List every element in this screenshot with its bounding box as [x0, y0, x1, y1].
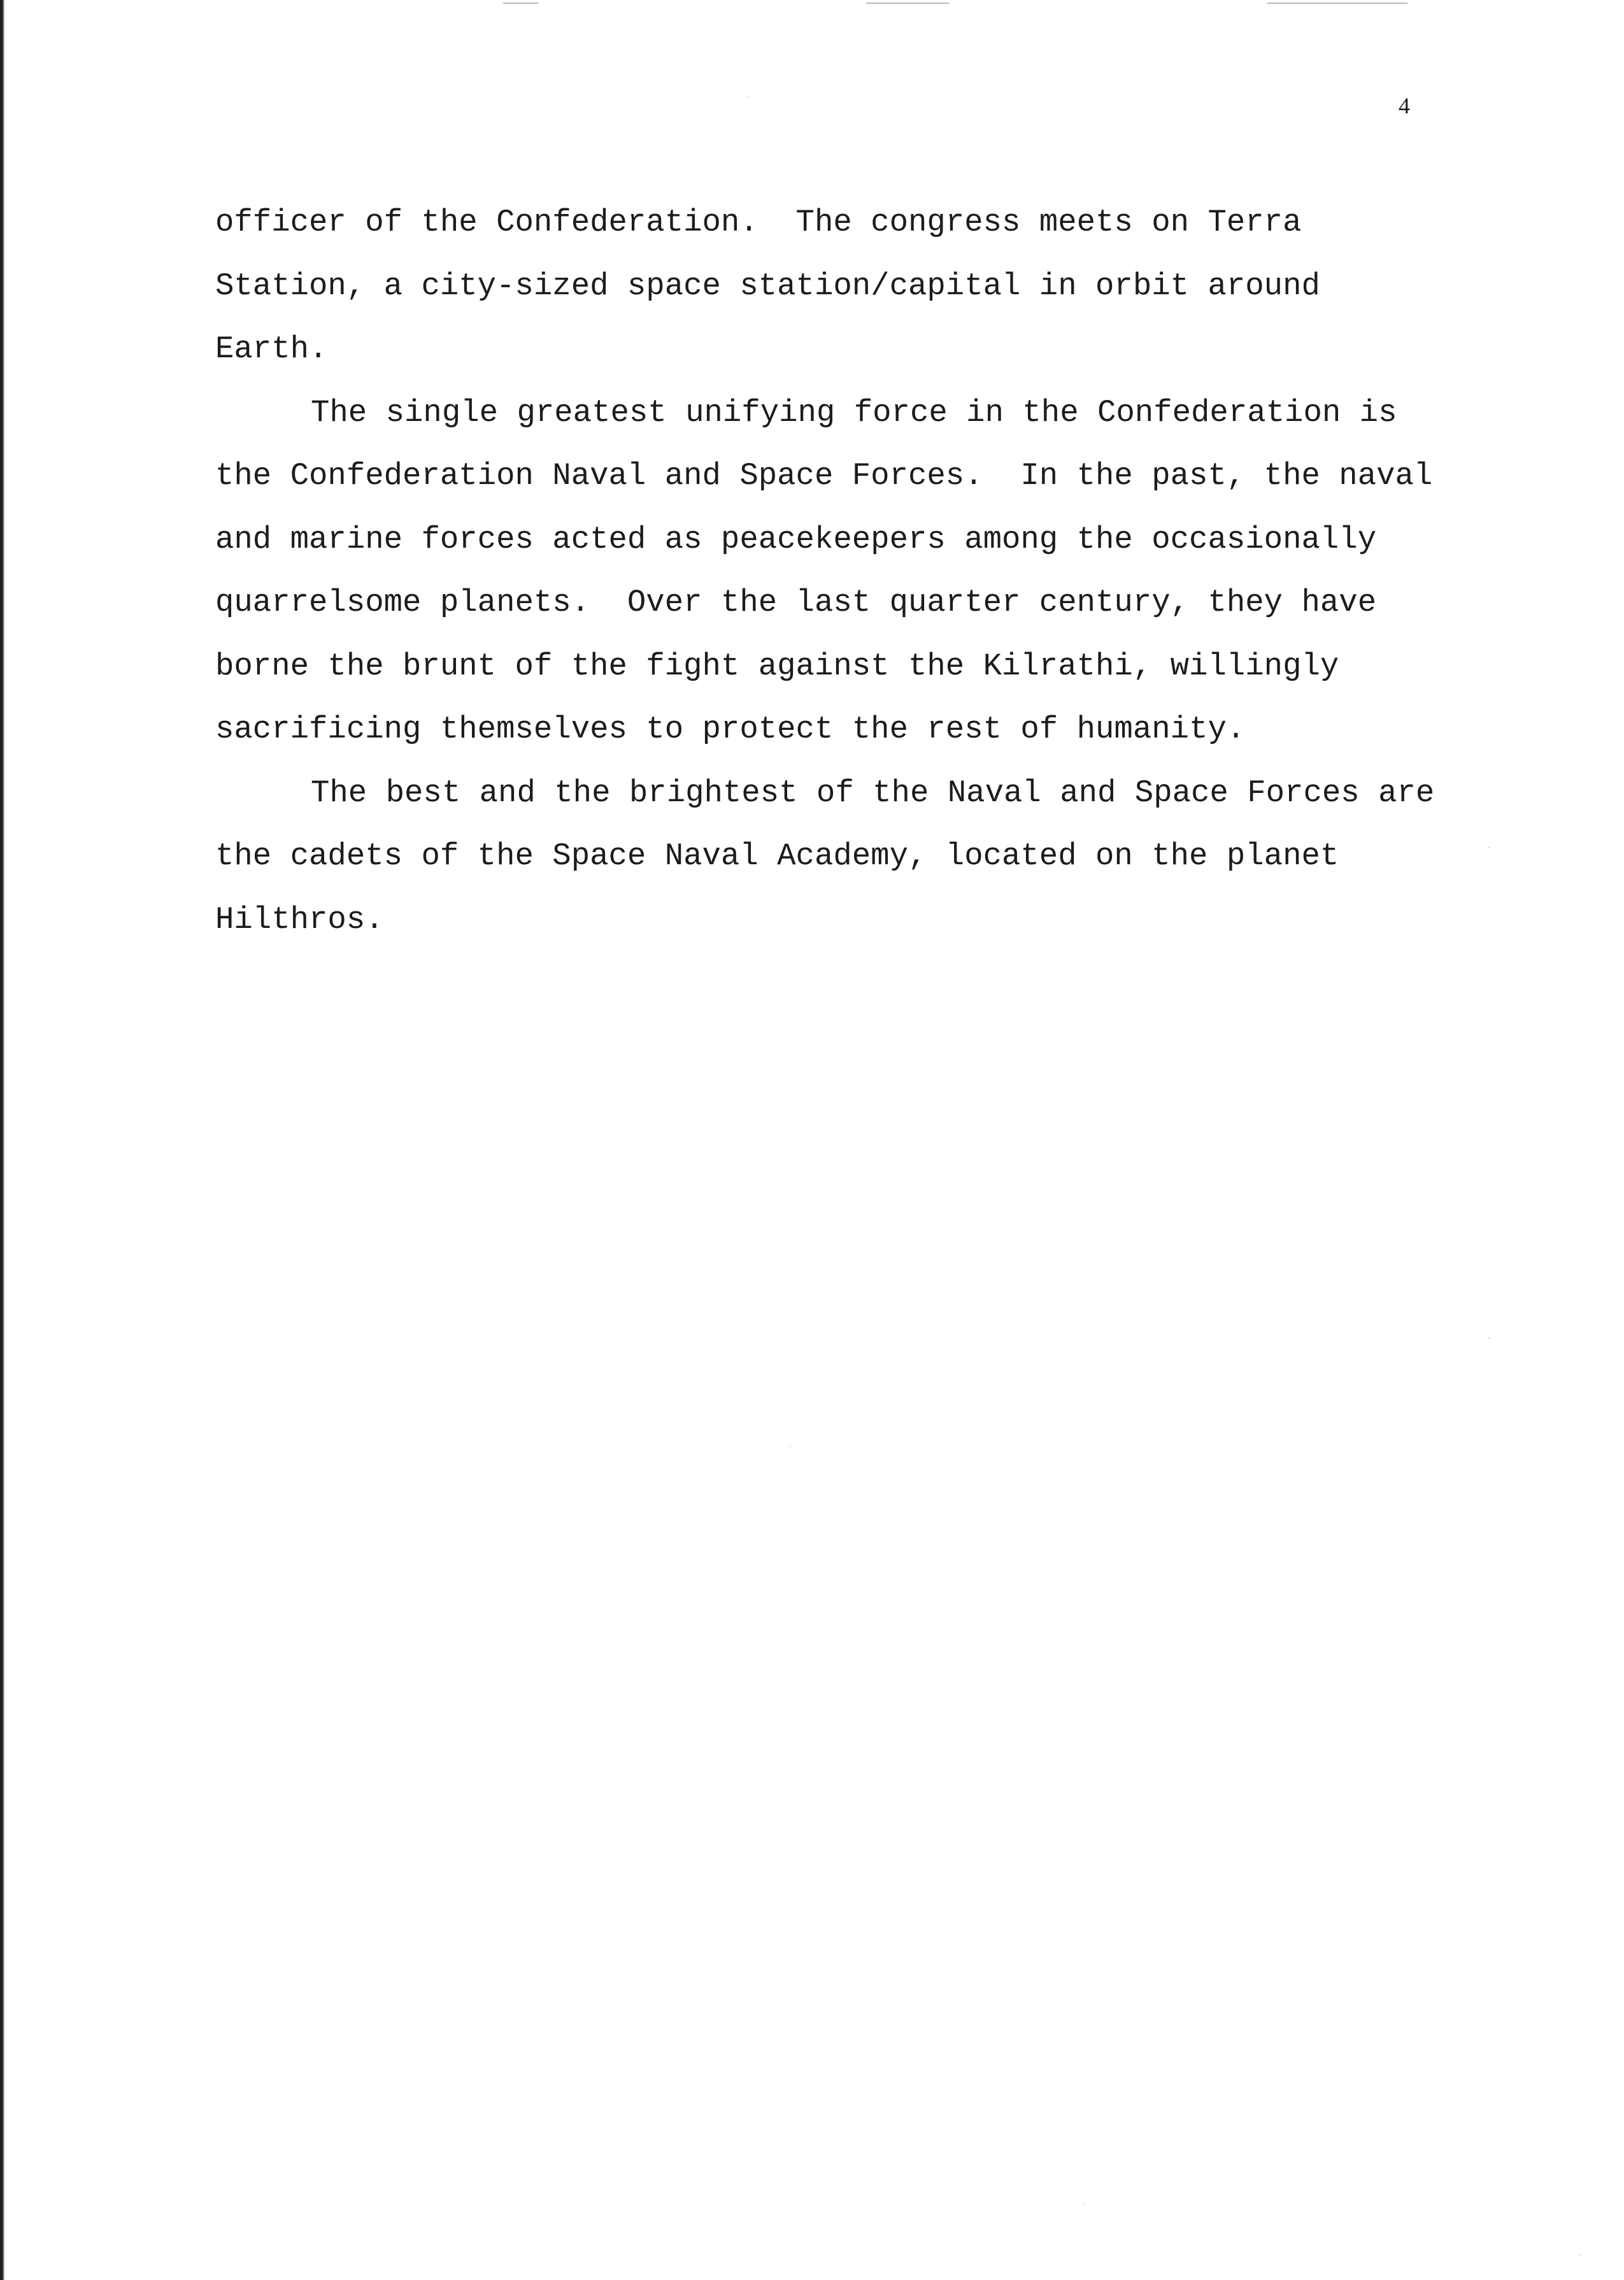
- text-line: officer of the Confederation. The congress meets on Terra: [215, 204, 1302, 240]
- text-line: borne the brunt of the fight against the Kilrathi, willingly: [215, 648, 1339, 684]
- text-line: the Confederation Naval and Space Forces. In the past, the naval: [215, 458, 1433, 494]
- text-line: sacrificing themselves to protect the rest of humanity.: [215, 711, 1246, 747]
- text-line: Earth.: [215, 331, 328, 367]
- scan-speck: [1488, 1337, 1490, 1339]
- text-line: Station, a city-sized space station/capital in orbit around: [215, 267, 1320, 304]
- text-line: the cadets of the Space Naval Academy, located on the planet: [215, 838, 1339, 874]
- scan-top-mark: [503, 3, 538, 4]
- page-number: 4: [1399, 93, 1410, 118]
- text-line: and marine forces acted as peacekeepers among the occasionally: [215, 521, 1377, 557]
- paragraph-2: [215, 381, 1489, 762]
- scan-speck: [1579, 2255, 1581, 2256]
- text-line: Hilthros.: [215, 901, 384, 937]
- scan-speck: [790, 1446, 791, 1447]
- scan-top-mark: [1267, 3, 1407, 4]
- text-line: The single greatest unifying force in the Confederation is: [311, 394, 1397, 431]
- text-line: quarrelsome planets. Over the last quarter century, they have: [215, 585, 1377, 620]
- scan-speck: [1083, 2204, 1084, 2205]
- paragraph-1: [215, 191, 1489, 381]
- paragraph-3: [215, 762, 1489, 952]
- scan-left-edge: [0, 0, 4, 2280]
- body-text: [215, 191, 1489, 951]
- scan-speck: [746, 96, 748, 97]
- scan-top-mark: [866, 3, 949, 4]
- text-line: The best and the brightest of the Naval and Space Forces are: [311, 774, 1435, 811]
